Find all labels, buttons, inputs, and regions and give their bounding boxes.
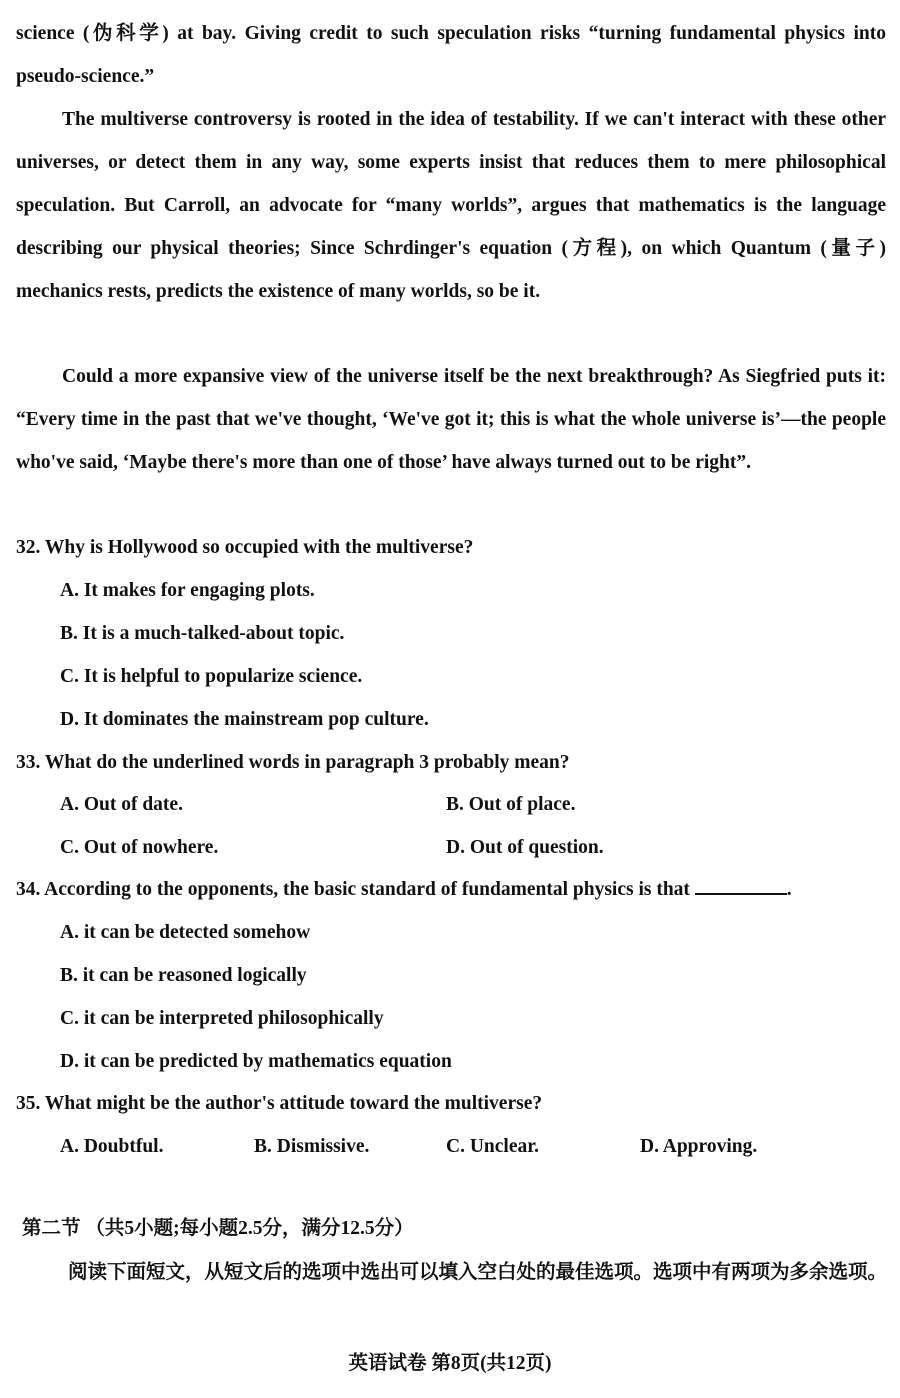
question-32-option-c: C. It is helpful to popularize science.: [60, 666, 363, 687]
question-35-option-b: B. Dismissive.: [254, 1136, 370, 1157]
question-34-option-d: D. it can be predicted by mathematics equation: [60, 1051, 452, 1072]
question-34-option-c: C. it can be interpreted philosophically: [60, 1008, 384, 1029]
question-32-option-b: B. It is a much-talked-about topic.: [60, 623, 345, 644]
page-footer: 英语试卷 第8页(共12页): [348, 1353, 552, 1374]
passage-paragraph-continuation: science (伪科学) at bay. Giving credit to such speculation risks “turning fundamental physics into pseudo-science.”: [16, 23, 886, 87]
question-32-option-a: A. It makes for engaging plots.: [60, 580, 315, 601]
question-34-stem-line: [16, 868, 886, 911]
answer-blank: [695, 873, 787, 895]
question-35-option-a: A. Doubtful.: [60, 1136, 164, 1157]
question-35-option-c: C. Unclear.: [446, 1136, 539, 1157]
question-34-stem-end: .: [786, 879, 792, 900]
question-33-option-a: A. Out of date.: [60, 794, 183, 815]
question-35-option-d: D. Approving.: [640, 1136, 758, 1157]
question-32-stem: 32. Why is Hollywood so occupied with the multiverse?: [16, 537, 474, 558]
question-33-option-c: C. Out of nowhere.: [60, 837, 219, 858]
passage-paragraph-breakthrough: Could a more expansive view of the universe itself be the next breakthrough? As Siegfried puts it: “Every time in the past that we've thought, ‘We've got it; this is what the whole universe is’—the people who've said, ‘Maybe there's more than one of those’ have always turned out to be right”.: [16, 366, 886, 473]
passage-paragraph-testability: The multiverse controversy is rooted in the idea of testability. If we can't interact with these other universes, or detect them in any way, some experts insist that reduces them to mere philosophical speculation. But Carroll, an advocate for “many worlds”, argues that mathematics is the language describing our physical theories; Since Schrdinger's equation (方程), on which Quantum (量子) mechanics rests, predicts the existence of many worlds, so be it.: [16, 109, 886, 302]
question-34-option-a: A. it can be detected somehow: [60, 922, 311, 943]
section-2-heading: 第二节 （共5小题;每小题2.5分，满分12.5分）: [22, 1218, 414, 1239]
section-2-instruction: 阅读下面短文，从短文后的选项中选出可以填入空白处的最佳选项。选项中有两项为多余选项。: [68, 1262, 888, 1283]
question-32-option-d: D. It dominates the mainstream pop culture.: [60, 709, 429, 730]
question-33-option-d: D. Out of question.: [446, 837, 604, 858]
question-34-stem: 34. According to the opponents, the basic standard of fundamental physics is that: [16, 879, 690, 900]
question-35-stem: 35. What might be the author's attitude toward the multiverse?: [16, 1093, 543, 1114]
question-34-option-b: B. it can be reasoned logically: [60, 965, 307, 986]
question-33-option-b: B. Out of place.: [446, 794, 576, 815]
question-33-stem: 33. What do the underlined words in paragraph 3 probably mean?: [16, 752, 570, 773]
